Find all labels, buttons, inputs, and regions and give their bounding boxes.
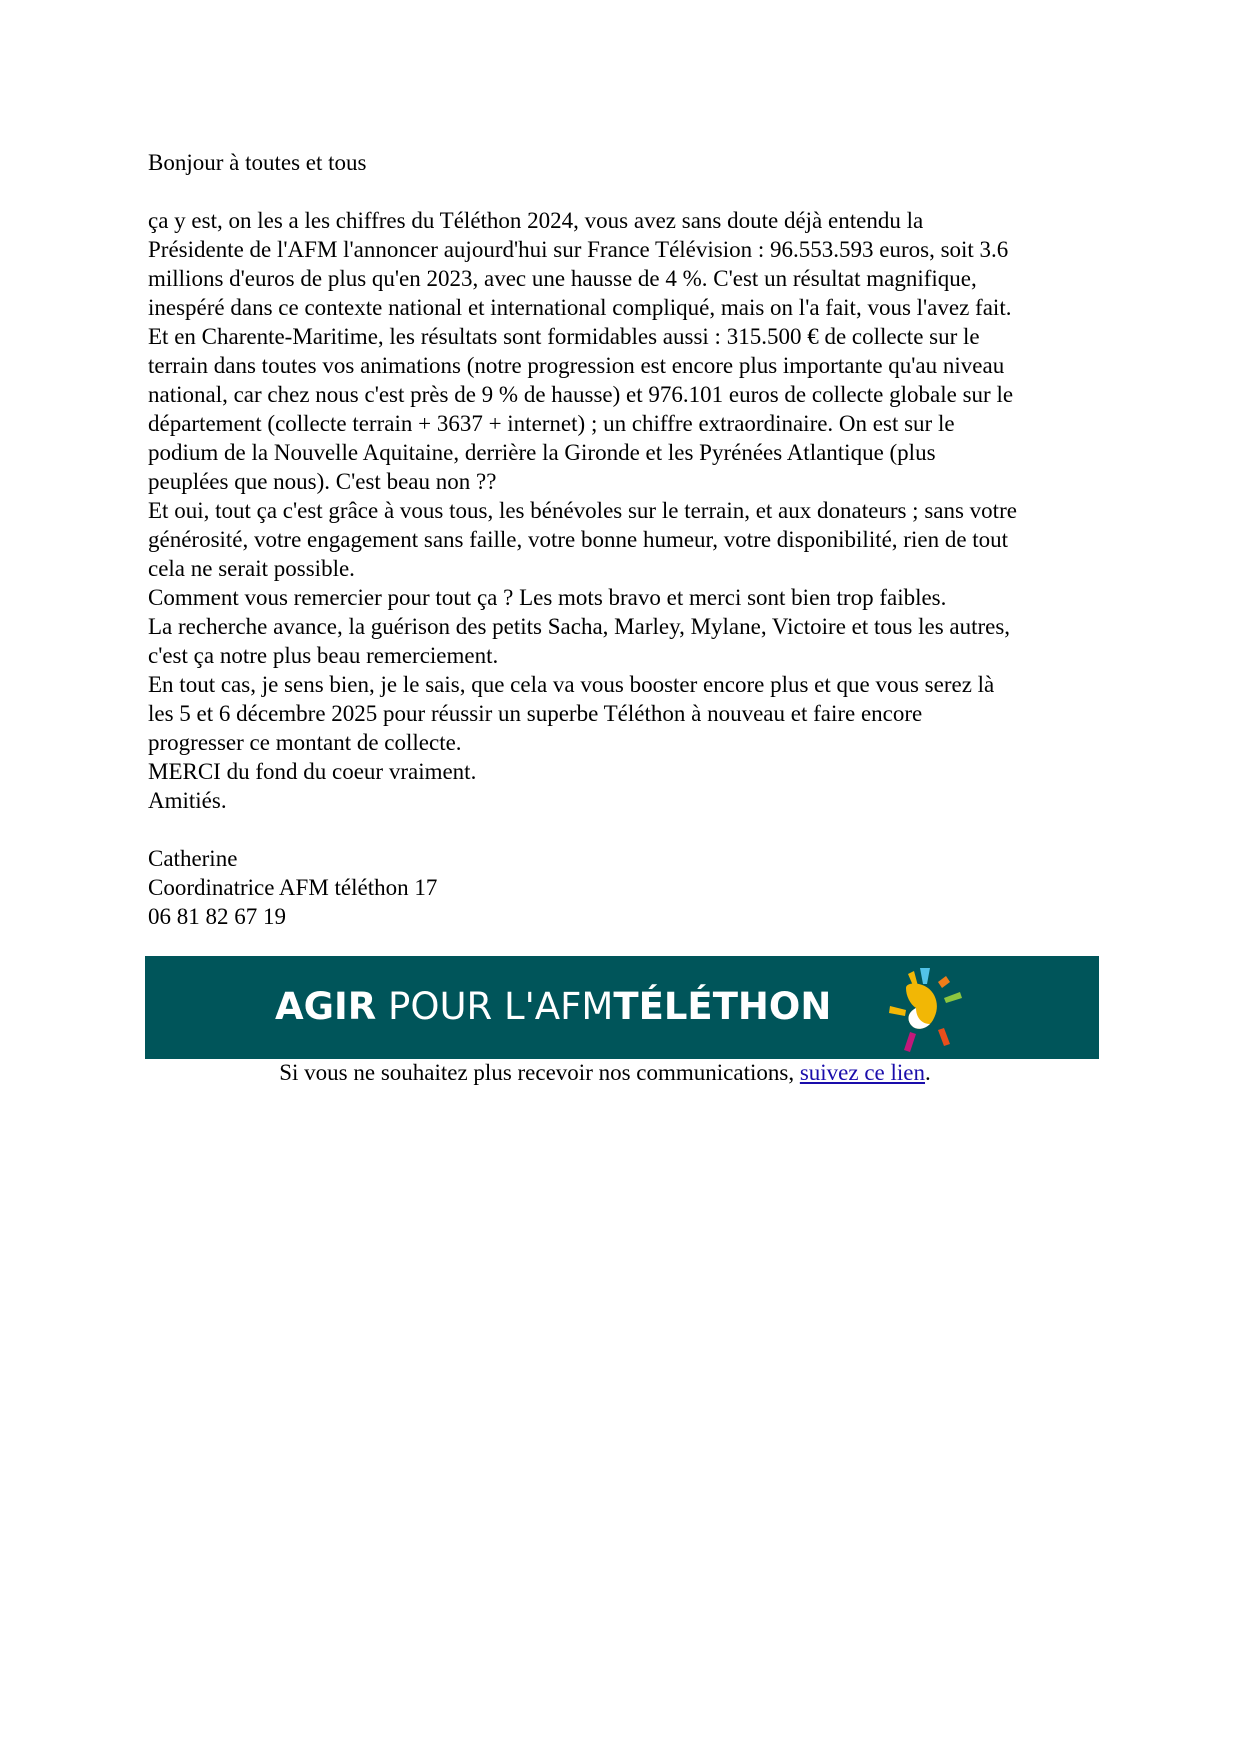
letter-line: inespéré dans ce contexte national et international compliqué, mais on l'a fait, vous l'avez fait. xyxy=(148,295,1012,320)
unsubscribe-link[interactable]: suivez ce lien xyxy=(799,1060,926,1085)
letter-line: La recherche avance, la guérison des petits Sacha, Marley, Mylane, Victoire et tous les autres, xyxy=(148,614,1011,639)
letter-line: progresser ce montant de collecte. xyxy=(148,730,462,755)
letter-line: En tout cas, je sens bien, je le sais, que cela va vous booster encore plus et que vous serez là xyxy=(148,672,995,697)
unsubscribe-end: . xyxy=(925,1060,931,1085)
telethon-sun-logo-icon xyxy=(880,958,970,1056)
letter-line: Et oui, tout ça c'est grâce à vous tous, les bénévoles sur le terrain, et aux donateurs ; sans votre xyxy=(148,498,1017,523)
letter-line: les 5 et 6 décembre 2025 pour réussir un superbe Téléthon à nouveau et faire encore xyxy=(148,701,923,726)
unsubscribe-notice xyxy=(0,1058,1210,1088)
letter-line: Comment vous remercier pour tout ça ? Les mots bravo et merci sont bien trop faibles. xyxy=(148,585,947,610)
signature-name: Catherine xyxy=(148,846,238,871)
letter-line: millions d'euros de plus qu'en 2023, avec une hausse de 4 %. C'est un résultat magnifique, xyxy=(148,266,977,291)
letter-line: MERCI du fond du coeur vraiment. xyxy=(148,759,477,784)
signature-role: Coordinatrice AFM téléthon 17 xyxy=(148,875,438,900)
letter-body xyxy=(148,148,1108,931)
banner-title-telethon: TÉLÉTHON xyxy=(613,985,832,1028)
banner-title xyxy=(275,982,831,1032)
banner-title-pour-afm: POUR L'AFM xyxy=(376,985,614,1028)
greeting: Bonjour à toutes et tous xyxy=(148,150,367,175)
letter-line: ça y est, on les a les chiffres du Téléthon 2024, vous avez sans doute déjà entendu la xyxy=(148,208,924,233)
letter-line: cela ne serait possible. xyxy=(148,556,355,581)
letter-line: Amitiés. xyxy=(148,788,227,813)
letter-line: c'est ça notre plus beau remerciement. xyxy=(148,643,499,668)
letter-line: national, car chez nous c'est près de 9 % de hausse) et 976.101 euros de collecte globale sur le xyxy=(148,382,1014,407)
letter-line: peuplées que nous). C'est beau non ?? xyxy=(148,469,497,494)
banner-title-agir: AGIR xyxy=(275,985,377,1028)
letter-line: Et en Charente-Maritime, les résultats sont formidables aussi : 315.500 € de collecte sur le xyxy=(148,324,980,349)
letter-line: terrain dans toutes vos animations (notre progression est encore plus importante qu'au niveau xyxy=(148,353,1005,378)
letter-line: générosité, votre engagement sans faille, votre bonne humeur, votre disponibilité, rien de tout xyxy=(148,527,1009,552)
afm-telethon-banner[interactable] xyxy=(145,956,1099,1059)
letter-line: podium de la Nouvelle Aquitaine, derrière la Gironde et les Pyrénées Atlantique (plus xyxy=(148,440,936,465)
letter-line: département (collecte terrain + 3637 + internet) ; un chiffre extraordinaire. On est sur le xyxy=(148,411,955,436)
signature-phone: 06 81 82 67 19 xyxy=(148,904,286,929)
unsubscribe-text: Si vous ne souhaitez plus recevoir nos communications, xyxy=(279,1060,800,1085)
letter-line: Présidente de l'AFM l'annoncer aujourd'hui sur France Télévision : 96.553.593 euros, soit 3.6 xyxy=(148,237,1009,262)
